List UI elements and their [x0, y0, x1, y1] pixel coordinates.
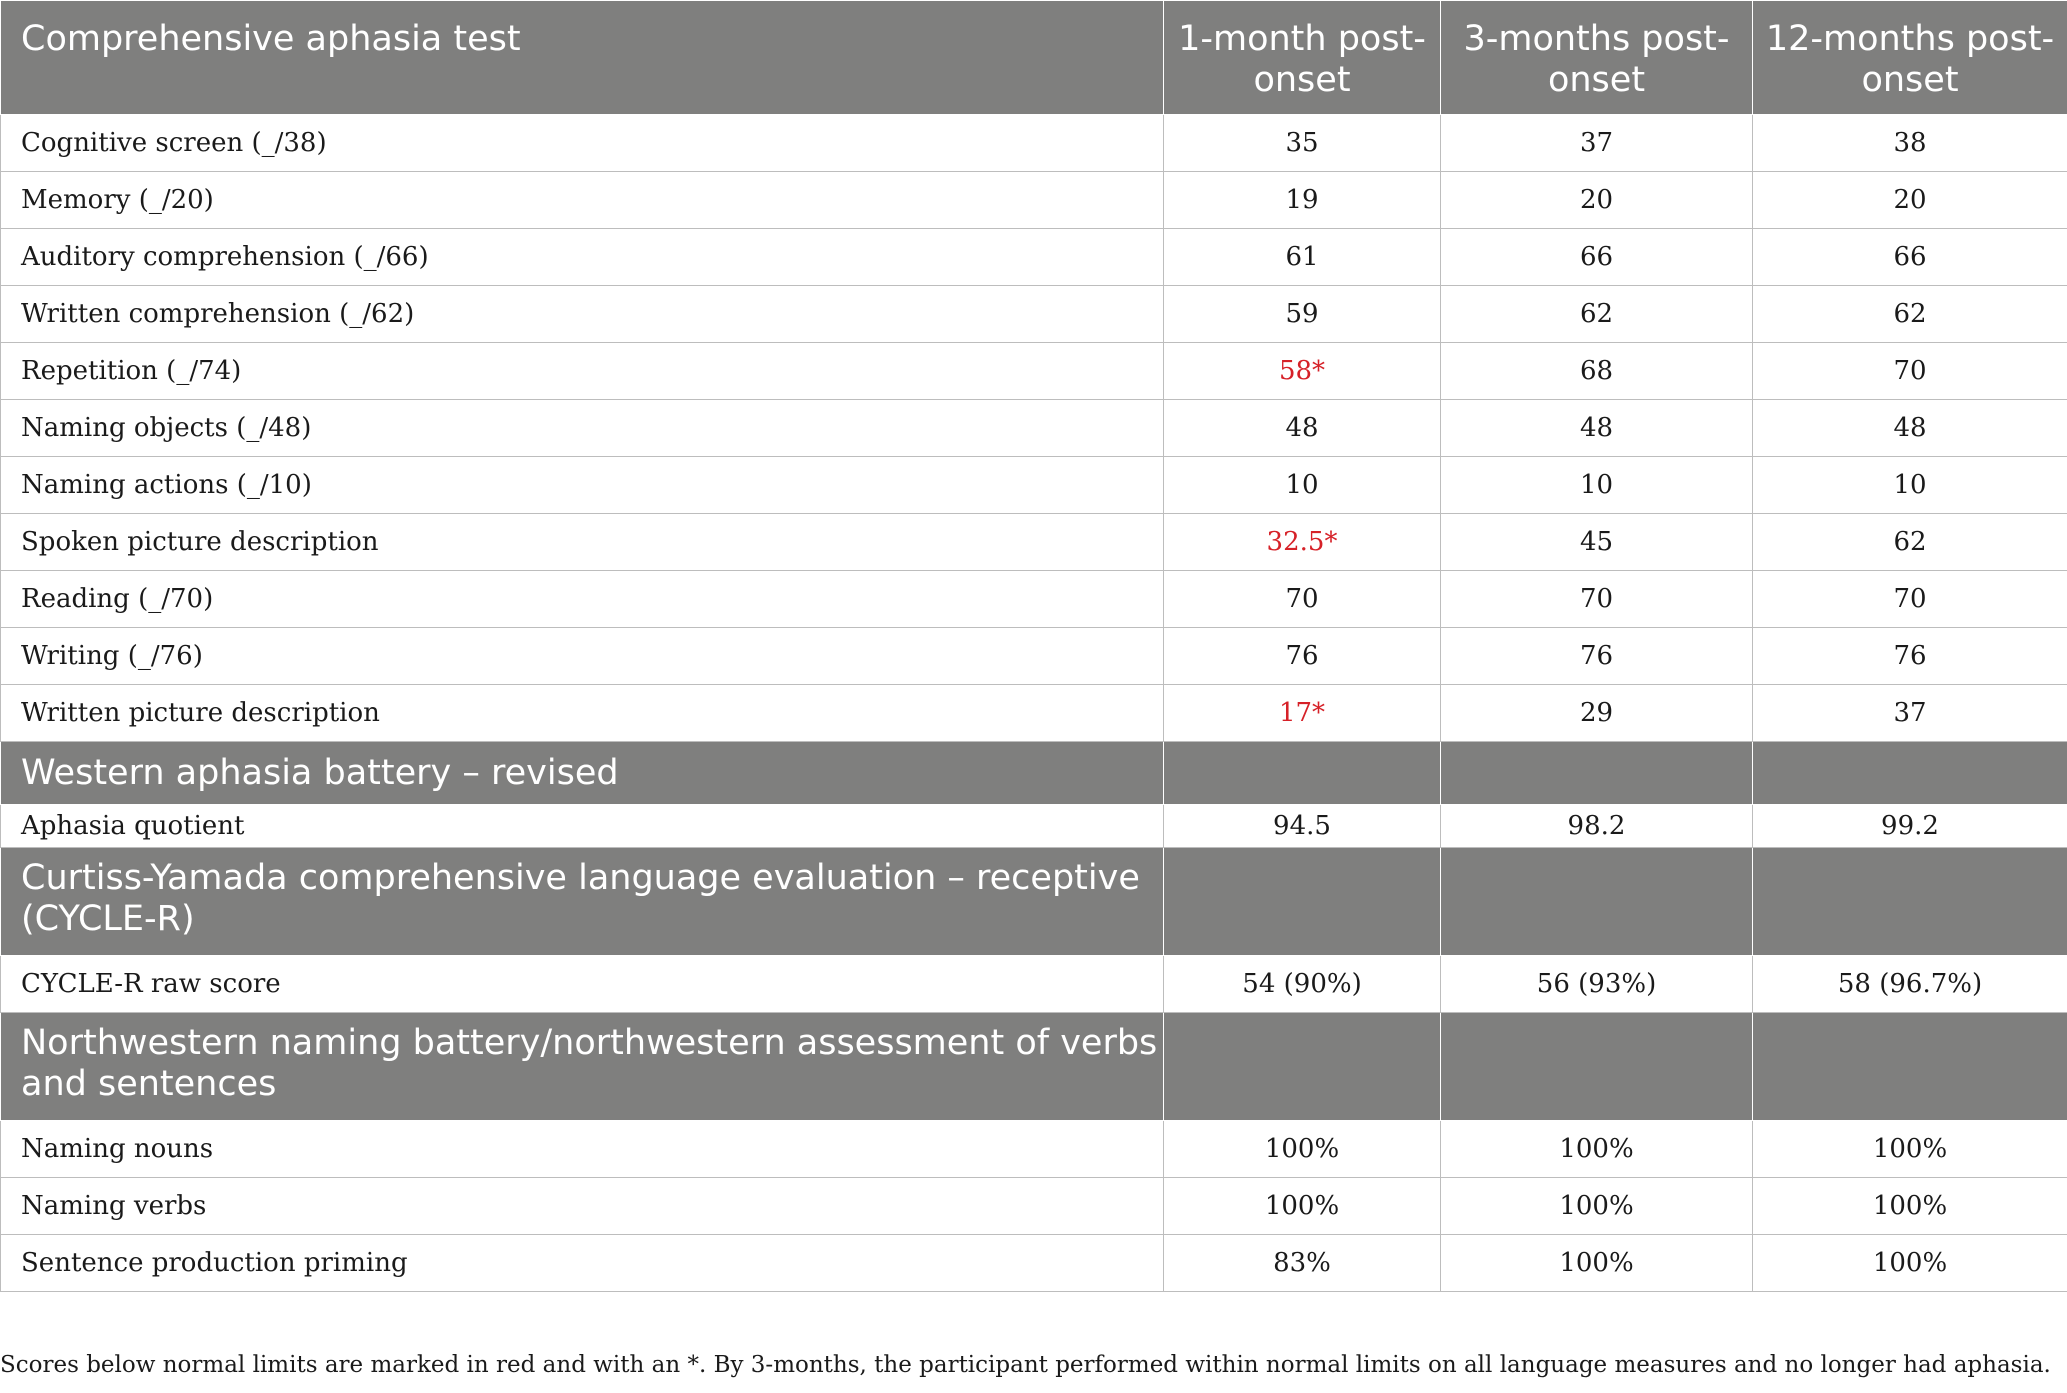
table-row: [1, 805, 2067, 848]
score-cell: 19: [1164, 172, 1441, 229]
section-header-empty-cell: [1441, 848, 1753, 956]
row-label: Written comprehension (_/62): [1, 286, 1164, 343]
score-cell: 10: [1441, 457, 1753, 514]
score-cell: 48: [1441, 400, 1753, 457]
score-cell: 66: [1441, 229, 1753, 286]
score-cell: 76: [1164, 628, 1441, 685]
score-cell: 66: [1753, 229, 2067, 286]
score-cell: 100%: [1441, 1235, 1753, 1292]
score-cell: 100%: [1753, 1178, 2067, 1235]
score-cell: 61: [1164, 229, 1441, 286]
score-cell: 54 (90%): [1164, 956, 1441, 1013]
section-header-empty-cell: [1164, 742, 1441, 805]
score-cell: 83%: [1164, 1235, 1441, 1292]
row-label: Written picture description: [1, 685, 1164, 742]
table-row: [1, 685, 2067, 742]
table-row: [1, 400, 2067, 457]
score-cell: 70: [1753, 343, 2067, 400]
table-row: [1, 229, 2067, 286]
score-cell: 68: [1441, 343, 1753, 400]
section-title: Northwestern naming battery/northwestern assessment of verbs and sentences: [1, 1013, 1164, 1121]
score-cell: 70: [1441, 571, 1753, 628]
score-cell: 100%: [1753, 1121, 2067, 1178]
section-header-row: [1, 848, 2067, 956]
section-header-empty-cell: [1753, 1013, 2067, 1121]
table-header-row: [1, 1, 2067, 115]
section-header-empty-cell: [1753, 742, 2067, 805]
score-cell: 98.2: [1441, 805, 1753, 848]
score-cell: 29: [1441, 685, 1753, 742]
row-label: Naming objects (_/48): [1, 400, 1164, 457]
score-cell: 56 (93%): [1441, 956, 1753, 1013]
row-label: Spoken picture description: [1, 514, 1164, 571]
section-header-empty-cell: [1753, 848, 2067, 956]
row-label: Naming verbs: [1, 1178, 1164, 1235]
section-header-empty-cell: [1164, 1013, 1441, 1121]
table-row: [1, 457, 2067, 514]
row-label: Aphasia quotient: [1, 805, 1164, 848]
table-row: [1, 1121, 2067, 1178]
score-cell: 76: [1441, 628, 1753, 685]
row-label: Auditory comprehension (_/66): [1, 229, 1164, 286]
section-title: Curtiss-Yamada comprehensive language evaluation – receptive (CYCLE-R): [1, 848, 1164, 956]
score-cell: 100%: [1164, 1178, 1441, 1235]
score-cell: 100%: [1441, 1178, 1753, 1235]
score-cell: 100%: [1753, 1235, 2067, 1292]
score-cell: 76: [1753, 628, 2067, 685]
row-label: Writing (_/76): [1, 628, 1164, 685]
score-cell: 38: [1753, 115, 2067, 172]
header-3-months: 3-months post-onset: [1441, 1, 1753, 115]
section-header-empty-cell: [1441, 1013, 1753, 1121]
table-row: [1, 956, 2067, 1013]
score-cell: 100%: [1164, 1121, 1441, 1178]
score-cell: 10: [1164, 457, 1441, 514]
score-cell: 35: [1164, 115, 1441, 172]
score-cell: 58*: [1164, 343, 1441, 400]
score-cell: 48: [1164, 400, 1441, 457]
row-label: Naming actions (_/10): [1, 457, 1164, 514]
table-body: [1, 1, 2067, 1292]
score-cell: 70: [1753, 571, 2067, 628]
row-label: Naming nouns: [1, 1121, 1164, 1178]
score-cell: 100%: [1441, 1121, 1753, 1178]
score-cell: 62: [1753, 286, 2067, 343]
row-label: Repetition (_/74): [1, 343, 1164, 400]
section-header-row: [1, 1013, 2067, 1121]
score-cell: 20: [1753, 172, 2067, 229]
table-row: [1, 571, 2067, 628]
table-row: [1, 628, 2067, 685]
table-row: [1, 172, 2067, 229]
header-1-month: 1-month post-onset: [1164, 1, 1441, 115]
score-cell: 58 (96.7%): [1753, 956, 2067, 1013]
section-title: Western aphasia battery – revised: [1, 742, 1164, 805]
row-label: Sentence production priming: [1, 1235, 1164, 1292]
score-cell: 45: [1441, 514, 1753, 571]
section-header-empty-cell: [1164, 848, 1441, 956]
table-row: [1, 1235, 2067, 1292]
score-cell: 70: [1164, 571, 1441, 628]
score-cell: 59: [1164, 286, 1441, 343]
section-header-row: [1, 742, 2067, 805]
score-cell: 37: [1441, 115, 1753, 172]
row-label: Memory (_/20): [1, 172, 1164, 229]
score-cell: 62: [1753, 514, 2067, 571]
score-cell: 17*: [1164, 685, 1441, 742]
score-cell: 62: [1441, 286, 1753, 343]
section-header-empty-cell: [1441, 742, 1753, 805]
score-cell: 48: [1753, 400, 2067, 457]
score-cell: 20: [1441, 172, 1753, 229]
score-cell: 99.2: [1753, 805, 2067, 848]
table-row: [1, 343, 2067, 400]
table-footnote: Scores below normal limits are marked in red and with an *. By 3-months, the participant performed within normal limits on all language measures and no longer had aphasia.: [0, 1352, 2051, 1378]
score-cell: 37: [1753, 685, 2067, 742]
score-cell: 94.5: [1164, 805, 1441, 848]
row-label: CYCLE-R raw score: [1, 956, 1164, 1013]
row-label: Cognitive screen (_/38): [1, 115, 1164, 172]
table-row: [1, 286, 2067, 343]
score-cell: 32.5*: [1164, 514, 1441, 571]
table-row: [1, 514, 2067, 571]
score-cell: 10: [1753, 457, 2067, 514]
header-12-months: 12-months post-onset: [1753, 1, 2067, 115]
header-label: Comprehensive aphasia test: [1, 1, 1164, 115]
table-row: [1, 115, 2067, 172]
table-row: [1, 1178, 2067, 1235]
row-label: Reading (_/70): [1, 571, 1164, 628]
